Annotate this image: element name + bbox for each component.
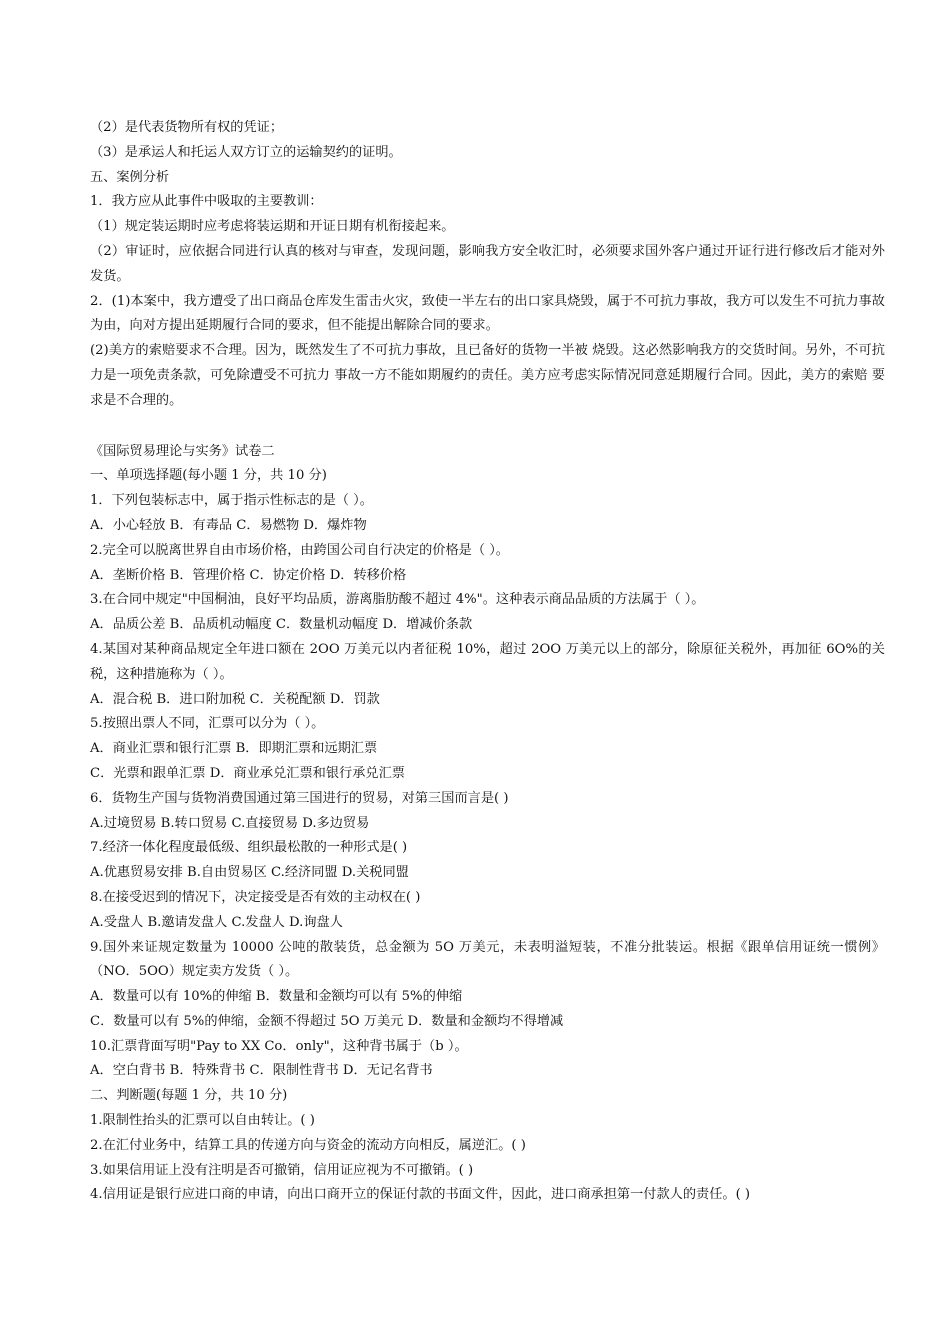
section-heading-true-false: 二、判断题(每题 1 分，共 10 分) (90, 1088, 288, 1104)
question-6: 6．货物生产国与货物消费国通过第三国进行的贸易，对第三国而言是( ) (90, 790, 509, 806)
spacer (90, 414, 885, 440)
exam-title: 《国际贸易理论与实务》试卷二 (90, 443, 275, 459)
question-9: 9.国外来证规定数量为 10000 公吨的散装货，总金额为 5O 万美元，未表明溢短装，不准分批装运。根据《跟单信用证统一惯例》（NO．5OO）规定卖方发货（ ）。 (90, 939, 885, 980)
question-2-options: A．垄断价格 B．管理价格 C．协定价格 D．转移价格 (90, 567, 407, 583)
judgement-3: 3.如果信用证上没有注明是否可撤销，信用证应视为不可撤销。( ) (90, 1162, 474, 1178)
question-7: 7.经济一体化程度最低级、组织最松散的一种形式是( ) (90, 840, 408, 856)
question-1-options: A．小心轻放 B．有毒品 C．易燃物 D．爆炸物 (90, 517, 367, 533)
judgement-4: 4.信用证是银行应进口商的申请，向出口商开立的保证付款的书面文件，因此，进口商承担第一付款人的责任。( ) (90, 1187, 751, 1203)
question-3-options: A．品质公差 B．品质机动幅度 C．数量机动幅度 D．增减价条款 (90, 617, 473, 633)
section-heading-case-analysis: 五、案例分析 (90, 169, 170, 185)
answer-line-3: （3）是承运人和托运人双方订立的运输契约的证明。 (90, 144, 402, 160)
question-9-options-a: A．数量可以有 10%的伸缩 B．数量和金额均可以有 5%的伸缩 (90, 989, 463, 1005)
document-page (90, 116, 885, 1208)
question-3: 3.在合同中规定"中国桐油，良好平均品质，游离脂肪酸不超过 4%"。这种表示商品品质的方法属于（ ）。 (90, 592, 705, 608)
question-5: 5.按照出票人不同，汇票可以分为（ ）。 (90, 716, 325, 732)
question-10-options: A．空白背书 B．特殊背书 C．限制性背书 D．无记名背书 (90, 1063, 433, 1079)
question-5-options-a: A．商业汇票和银行汇票 B．即期汇票和远期汇票 (90, 741, 378, 757)
question-2: 2.完全可以脱离世界自由市场价格，由跨国公司自行决定的价格是（ ）。 (90, 542, 509, 558)
case2-point-2: (2)美方的索赔要求不合理。因为，既然发生了不可抗力事故，且已备好的货物一半被 烧毁。这必然影响我方的交货时间。另外，不可抗力是一项免责条款，可免除遭受不可抗力 事故一方不能如期履约的责任。美方应考虑实际情况同意延期履行合同。因此，美方的索赔 要求是不合理的。 (90, 343, 885, 408)
question-8: 8.在接受迟到的情况下，决定接受是否有效的主动权在( ) (90, 889, 421, 905)
question-4: 4.某国对某种商品规定全年进口额在 2OO 万美元以内者征税 10%，超过 2OO 万美元以上的部分，除原征关税外，再加征 6O%的关税，这种措施称为（ ）。 (90, 641, 885, 682)
case1-point-2: （2）审证时，应依据合同进行认真的核对与审查，发现问题，影响我方安全收汇时，必须要求国外客户通过开证行进行修改后才能对外发货。 (90, 243, 885, 284)
section-heading-single-choice: 一、单项选择题(每小题 1 分，共 10 分) (90, 468, 327, 484)
answer-line-2: （2）是代表货物所有权的凭证； (90, 120, 284, 135)
judgement-2: 2.在汇付业务中，结算工具的传递方向与资金的流动方向相反，属逆汇。( ) (90, 1137, 526, 1153)
question-7-options: A.优惠贸易安排 B.自由贸易区 C.经济同盟 D.关税同盟 (90, 865, 409, 881)
question-4-options: A．混合税 B．进口附加税 C．关税配额 D．罚款 (90, 691, 380, 707)
question-9-options-b: C．数量可以有 5%的伸缩，金额不得超过 5O 万美元 D．数量和金额均不得增减 (90, 1013, 564, 1029)
case1-intro: 1．我方应从此事件中吸取的主要教训： (90, 194, 323, 210)
question-6-options: A.过境贸易 B.转口贸易 C.直接贸易 D.多边贸易 (90, 815, 370, 831)
question-10: 10.汇票背面写明"Pay to XX Co．only"，这种背书属于（b ）。 (90, 1038, 468, 1054)
judgement-1: 1.限制性抬头的汇票可以自由转让。( ) (90, 1113, 315, 1129)
question-8-options: A.受盘人 B.邀请发盘人 C.发盘人 D.询盘人 (90, 914, 343, 930)
case2-point-1: 2．(1)本案中，我方遭受了出口商品仓库发生雷击火灾，致使一半左右的出口家具烧毁，属于不可抗力事故，我方可以发生不可抗力事故为由，向对方提出延期履行合同的要求，但不能提出解除合同的要求。 (90, 293, 885, 334)
question-5-options-b: C．光票和跟单汇票 D．商业承兑汇票和银行承兑汇票 (90, 765, 405, 781)
question-1: 1．下列包装标志中，属于指示性标志的是（ ）。 (90, 493, 373, 509)
case1-point-1: （1）规定装运期时应考虑将装运期和开证日期有机衔接起来。 (90, 219, 455, 235)
